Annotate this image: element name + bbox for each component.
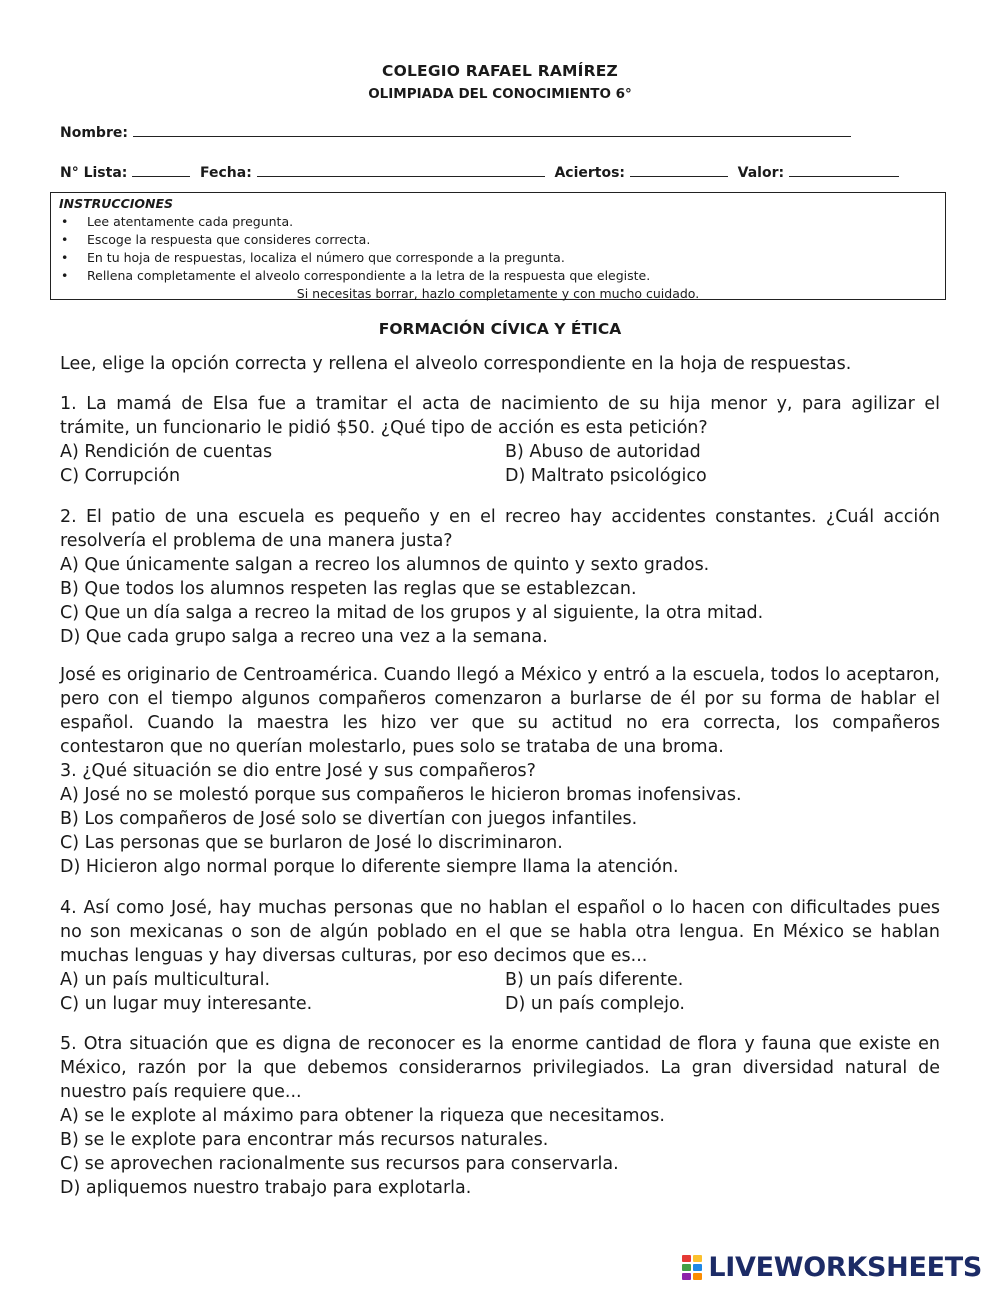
option-d[interactable]: D) Maltrato psicológico [505, 466, 707, 486]
date-blank[interactable] [257, 162, 545, 177]
option-d[interactable]: D) Hicieron algo normal porque lo diferente siempre llama la atención. [60, 857, 679, 877]
option-b[interactable]: B) se le explote para encontrar más recursos naturales. [60, 1130, 549, 1150]
list-label: N° Lista: [60, 165, 128, 181]
option-a[interactable]: A) Que únicamente salgan a recreo los alumnos de quinto y sexto grados. [60, 555, 710, 575]
bullet-icon: • [61, 214, 69, 229]
instructions-title: INSTRUCCIONES [59, 196, 174, 211]
option-c[interactable]: C) Las personas que se burlaron de José lo discriminaron. [60, 833, 563, 853]
bullet-icon: • [61, 268, 69, 283]
score-label: Aciertos: [554, 165, 626, 181]
option-a[interactable]: A) José no se molestó porque sus compañeros le hicieron bromas inofensivas. [60, 785, 742, 805]
question-text: 4. Así como José, hay muchas personas que no hablan el español o lo hacen con dificultades pues no son mexicanas o son de algún poblado en el que se habla otra lengua. En México se hablan muchas lenguas y hay diversas culturas, por eso decimos que es... [60, 898, 940, 966]
option-d[interactable]: D) apliquemos nuestro trabajo para explotarla. [60, 1178, 472, 1198]
option-b[interactable]: B) un país diferente. [505, 970, 684, 990]
option-c[interactable]: C) Que un día salga a recreo la mitad de los grupos y al siguiente, la otra mitad. [60, 603, 764, 623]
section-intro: Lee, elige la opción correcta y rellena el alveolo correspondiente en la hoja de respuestas. [60, 354, 852, 374]
question-text: 2. El patio de una escuela es pequeño y en el recreo hay accidentes constantes. ¿Cuál acción resolvería el problema de una manera justa? [60, 507, 940, 551]
option-b[interactable]: B) Que todos los alumnos respeten las reglas que se establezcan. [60, 579, 637, 599]
name-blank[interactable] [133, 122, 851, 137]
option-b[interactable]: B) Abuso de autoridad [505, 442, 701, 462]
section-title: FORMACIÓN CÍVICA Y ÉTICA [378, 320, 622, 338]
liveworksheets-logo [682, 1252, 982, 1283]
question-text: 1. La mamá de Elsa fue a tramitar el acta de nacimiento de su hija menor y, para agilizar el trámite, un funcionario le pidió $50. ¿Qué tipo de acción es esta petición? [60, 394, 940, 438]
option-d[interactable]: D) Que cada grupo salga a recreo una vez a la semana. [60, 627, 548, 647]
option-a[interactable]: A) Rendición de cuentas [60, 442, 273, 462]
question-3 [60, 663, 940, 879]
option-a[interactable]: A) un país multicultural. [60, 970, 271, 990]
option-c[interactable]: C) Corrupción [60, 466, 181, 486]
bullet-icon: • [61, 232, 69, 247]
name-label: Nombre: [60, 125, 128, 141]
question-2 [60, 505, 940, 649]
score-blank[interactable] [630, 162, 728, 177]
info-row [60, 162, 899, 181]
instructions-box [50, 192, 946, 300]
question-1 [60, 392, 940, 488]
instruction-item: • Rellena completamente el alveolo correspondiente a la letra de la respuesta que elegiste. [61, 268, 651, 283]
school-name: COLEGIO RAFAEL RAMÍREZ [382, 62, 618, 80]
question-4 [60, 896, 940, 1016]
instructions-note: Si necesitas borrar, hazlo completamente y con mucho cuidado. [296, 286, 700, 301]
logo-blocks-icon [682, 1255, 704, 1281]
instruction-item: • Lee atentamente cada pregunta. [61, 214, 294, 229]
instruction-item: • En tu hoja de respuestas, localiza el número que corresponde a la pregunta. [61, 250, 565, 265]
question-text: 5. Otra situación que es digna de reconocer es la enorme cantidad de flora y fauna que existe en México, razón por la que debemos considerarnos privilegiados. La gran diversidad natural de nuestro país requiere que... [60, 1034, 940, 1102]
option-c[interactable]: C) se aprovechen racionalmente sus recursos para conservarla. [60, 1154, 619, 1174]
question-text: 3. ¿Qué situación se dio entre José y sus compañeros? [60, 761, 536, 781]
value-blank[interactable] [789, 162, 899, 177]
instruction-item: • Escoge la respuesta que consideres correcta. [61, 232, 371, 247]
question-5 [60, 1032, 940, 1200]
value-label: Valor: [737, 165, 785, 181]
name-field[interactable] [60, 122, 851, 141]
list-blank[interactable] [132, 162, 190, 177]
option-a[interactable]: A) se le explote al máximo para obtener la riqueza que necesitamos. [60, 1106, 665, 1126]
instructions-list [59, 213, 937, 285]
question-context: José es originario de Centroamérica. Cuando llegó a México y entró a la escuela, todos lo aceptaron, pero con el tiempo algunos compañeros comenzaron a burlarse de él por su forma de hablar el español. Cuando la maestra les hizo ver que su actitud no era correcta, los compañeros contestaron que no querían molestarlo, pues solo se trataba de una broma. [60, 665, 940, 757]
option-d[interactable]: D) un país complejo. [505, 994, 685, 1014]
date-label: Fecha: [200, 165, 252, 181]
bullet-icon: • [61, 250, 69, 265]
logo-text: LIVEWORKSHEETS [708, 1252, 982, 1283]
option-c[interactable]: C) un lugar muy interesante. [60, 994, 313, 1014]
option-b[interactable]: B) Los compañeros de José solo se divertían con juegos infantiles. [60, 809, 638, 829]
exam-title: OLIMPIADA DEL CONOCIMIENTO 6° [368, 86, 632, 102]
